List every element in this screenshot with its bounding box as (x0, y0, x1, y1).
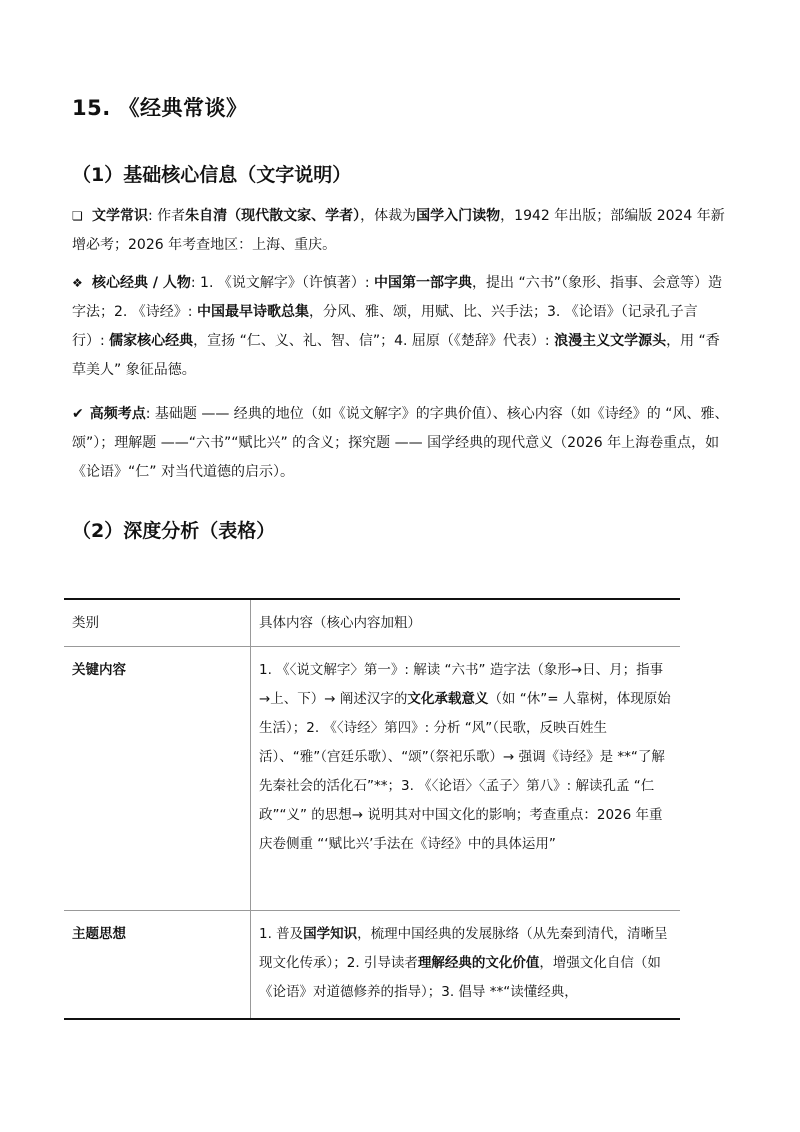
text-run: : 作者 (148, 208, 186, 224)
category-label: 关键内容 (72, 662, 126, 678)
classics-paragraph (72, 269, 730, 385)
section2-heading: （2）深度分析（表格） (72, 520, 276, 542)
exam-paragraph (72, 400, 730, 487)
text-run: : 基础题 —— 经典的地位（如《说文解字》的字典价值）、核心内容（如《诗经》的 “风、雅、颂”）；理解题 ——“六书”“赋比兴” 的含义；探究题 —— 国学经典的现代意义（2026 年上海卷重点，如《论语》“仁” 对当代道德的启示）。 (72, 406, 729, 480)
bold-run: 文化承载意义 (407, 691, 489, 707)
text-run: 1. 普及 (259, 926, 304, 942)
bold-run: 中国最早诗歌总集 (196, 304, 309, 320)
diamond-bullet-icon: ❖ (72, 276, 83, 290)
classics-label: 核心经典 / 人物 (92, 275, 191, 291)
exam-label: 高频考点 (89, 406, 146, 422)
row-category (64, 647, 251, 911)
text-run: ，宣扬 “仁、义、礼、智、信”；4. 屈原（《楚辞》代表）: (193, 333, 555, 349)
category-label: 主题思想 (72, 926, 126, 942)
text-run: ，提出 “六书”（象形、指事、会意等）造字法；2. 《诗经》: (72, 275, 722, 320)
table-row (64, 911, 680, 1020)
text-run: ，梳理中国经典的发展脉络（从先秦到清代，清晰呈现文化传承）；2. 引导读者 (259, 926, 668, 971)
table-header-row (64, 599, 680, 647)
text-run: ，体裁为 (360, 208, 417, 224)
section1-heading: （1）基础核心信息（文字说明） (72, 164, 352, 186)
row-content (251, 911, 681, 1020)
table-row (64, 647, 680, 911)
bold-run: 浪漫主义文学源头 (554, 333, 667, 349)
square-bullet-icon: ❏ (72, 209, 83, 223)
bold-run: 朱自清（现代散文家、学者） (185, 208, 361, 224)
bold-run: 儒家核心经典 (109, 333, 194, 349)
bold-run: 国学知识 (303, 926, 358, 942)
header-content: 具体内容（核心内容加粗） (251, 599, 681, 647)
text-run: 1. 《〈说文解字〉第一》: 解读 “六书” 造字法（象形→日、月；指事→上、下）→ 阐述汉字的 (259, 662, 664, 707)
bold-run: 国学入门读物 (416, 208, 501, 224)
bold-run: 理解经典的文化价值 (417, 955, 540, 971)
text-run: ，增强文化自信（如《论语》对道德修养的指导）；3. 倡导 **“读懂经典， (259, 955, 661, 1000)
literature-label: 文学常识 (92, 208, 148, 224)
text-run: ，1942 年出版；部编版 2024 年新增必考；2026 年考查地区：上海、重庆。 (72, 208, 725, 253)
row-content (251, 647, 681, 911)
analysis-table (64, 598, 680, 1020)
page-title: 15. 《经典常谈》 (72, 96, 248, 120)
check-icon: ✔ (72, 406, 84, 422)
header-category: 类别 (64, 599, 251, 647)
literature-paragraph (72, 202, 730, 260)
text-run: : 1. 《说文解字》（许慎著）: (190, 275, 375, 291)
text-run: （如 “休”= 人靠树，体现原始生活）；2. 《〈诗经〉第四》: 分析 “风”（民歌，反映百姓生活）、“雅”（宫廷乐歌）、“颂”（祭祀乐歌）→ 强调《诗经》是 **“了解先秦社会的活化石”**；3. 《〈论语〉〈孟子〉第八》: 解读孔孟 “仁政”“义” 的思想→ 说明其对中国文化的影响；考查重点：2026 年重庆卷侧重 “‘赋比兴’手法在《诗经》中的具体运用” (259, 691, 671, 852)
text-run: ，分风、雅、颂，用赋、比、兴手法；3. 《论语》（记录孔子言行）: (72, 304, 698, 349)
bold-run: 中国第一部字典 (374, 275, 473, 291)
text-run: ，用 “香草美人” 象征品德。 (72, 333, 720, 378)
row-category (64, 911, 251, 1020)
